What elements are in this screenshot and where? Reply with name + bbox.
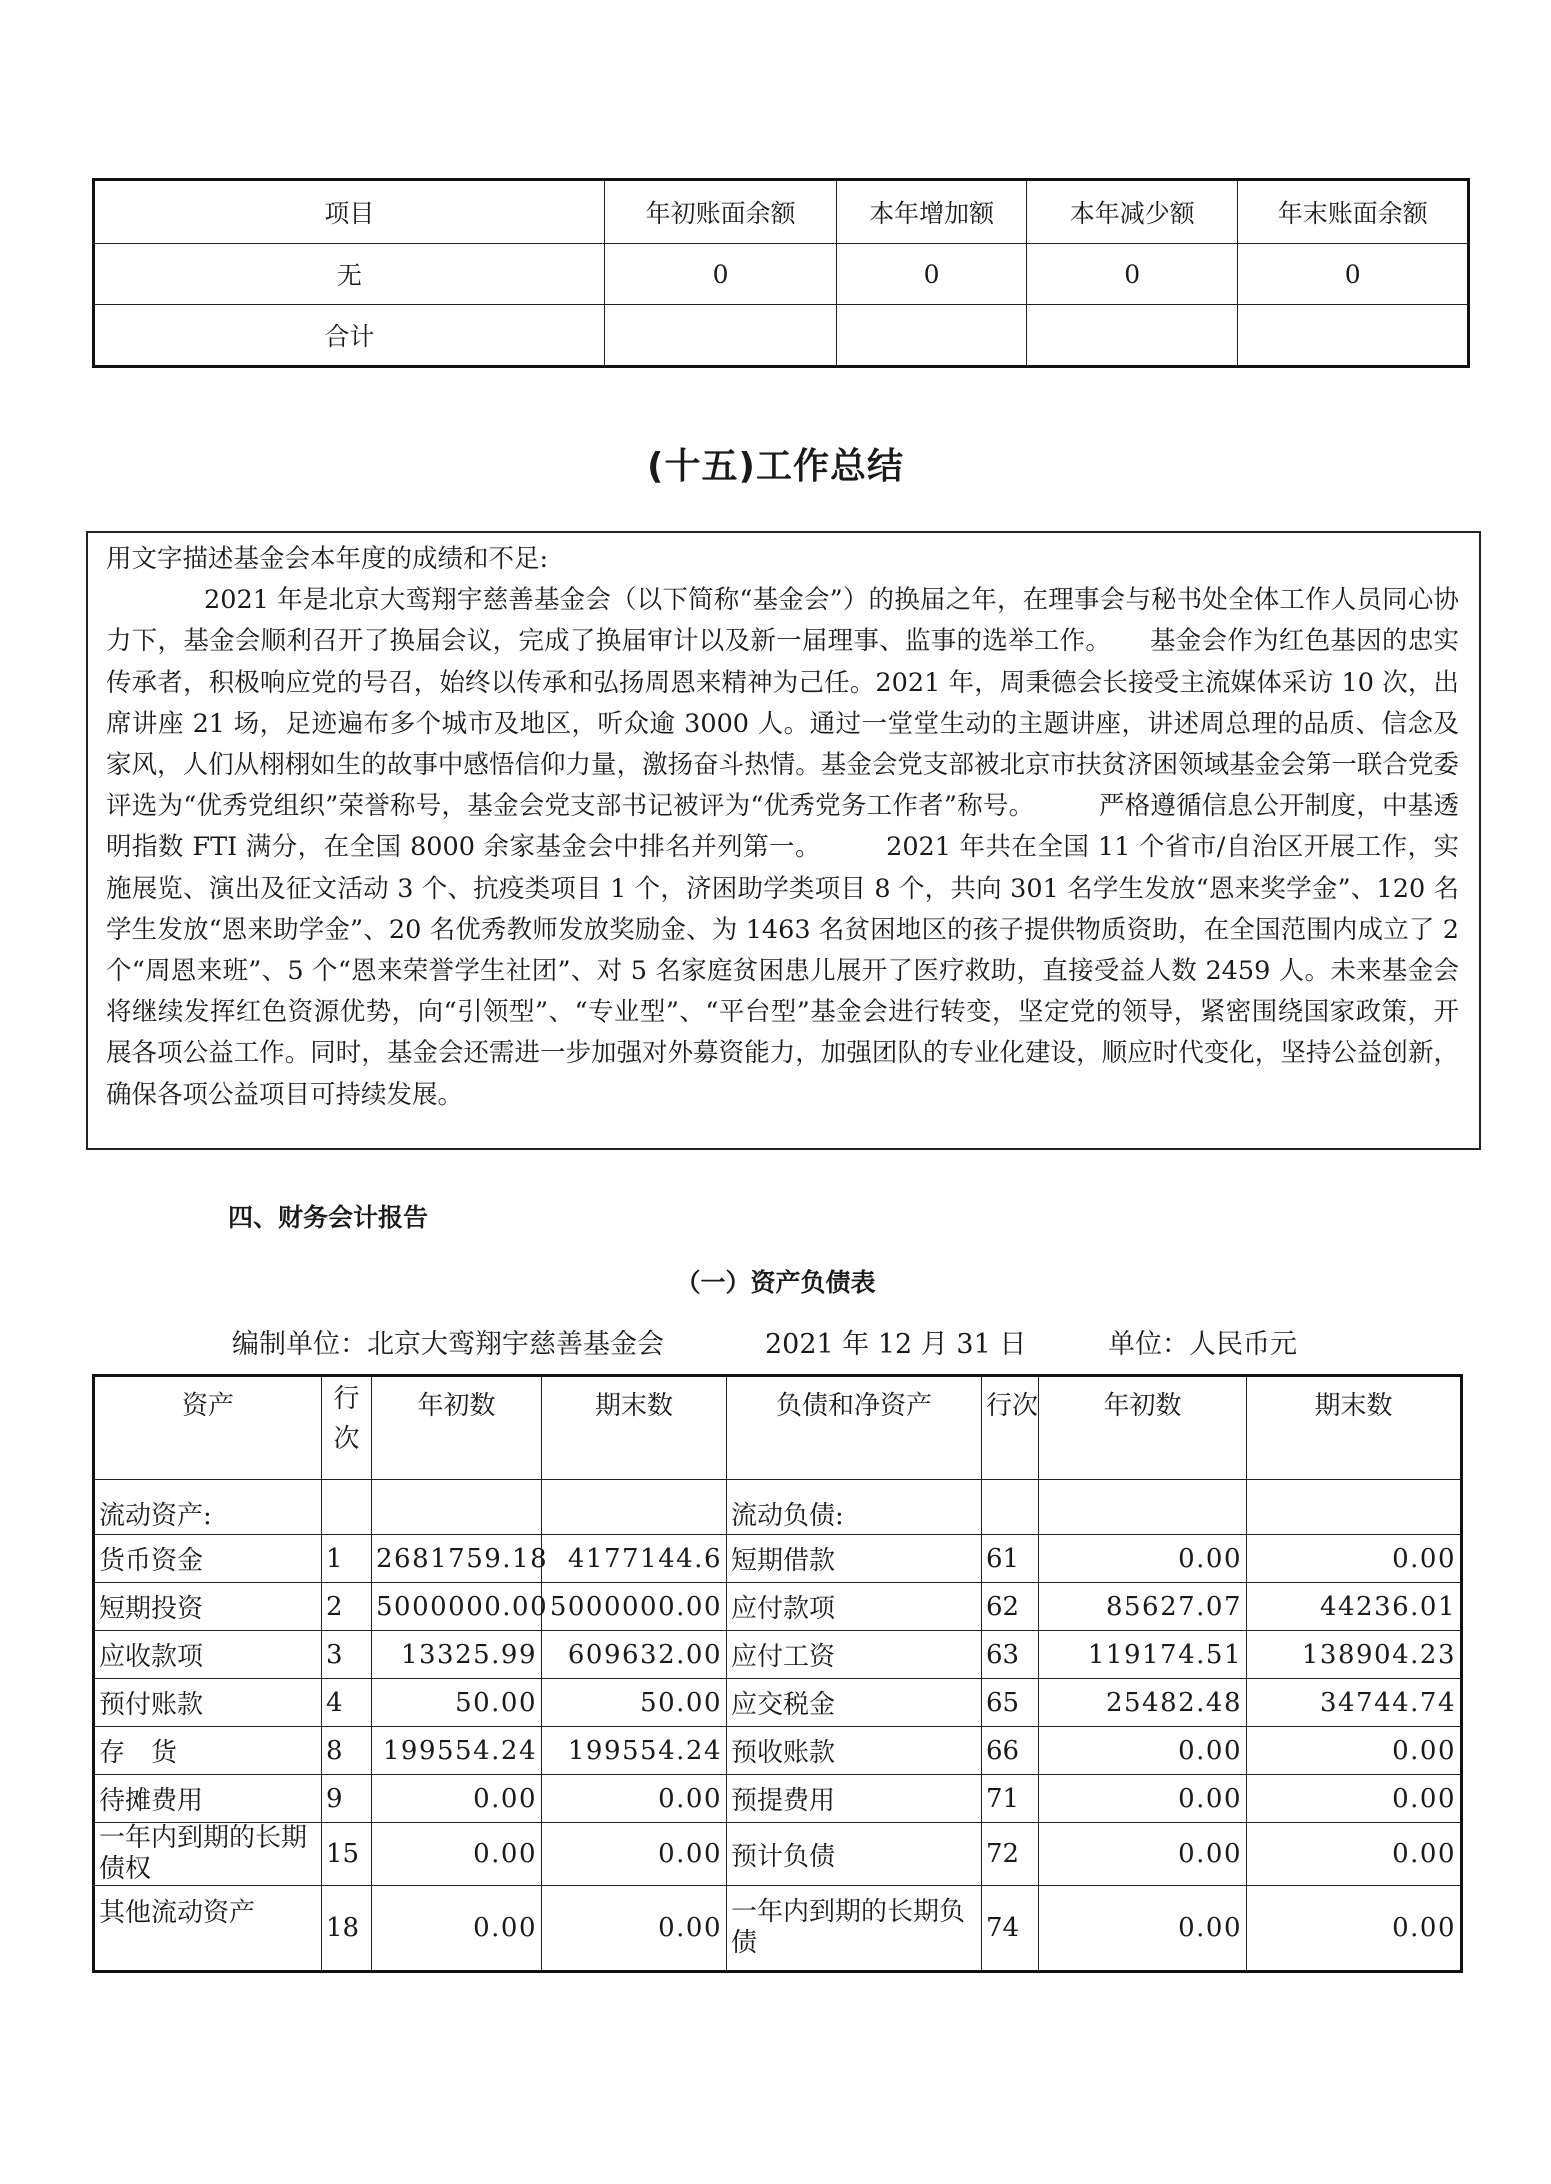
table-cell: 0.00 <box>1247 1886 1462 1972</box>
table-cell: 0.00 <box>372 1823 542 1886</box>
table-cell: 应付工资 <box>727 1631 982 1679</box>
table-cell: 2 <box>322 1583 372 1631</box>
table-cell <box>1026 305 1238 367</box>
table-header-row <box>94 1376 1462 1480</box>
table-cell: 短期投资 <box>94 1583 322 1631</box>
table-cell: 货币资金 <box>94 1535 322 1583</box>
table-cell <box>542 1480 727 1535</box>
table-cell: 0 <box>604 244 837 305</box>
summary-intro: 用文字描述基金会本年度的成绩和不足: <box>106 544 549 574</box>
col-header-item: 项目 <box>94 180 605 244</box>
balance-sheet-table <box>92 1374 1463 1973</box>
table-cell: 5000000.00 <box>372 1583 542 1631</box>
table-cell: 短期借款 <box>727 1535 982 1583</box>
table-cell: 0.00 <box>1247 1727 1462 1775</box>
table-cell: 3 <box>322 1631 372 1679</box>
table-cell: 一年内到期的长期债权 <box>94 1823 322 1886</box>
summary-body: 2021 年是北京大鸾翔宇慈善基金会（以下简称“基金会”）的换届之年，在理事会与秘书处全体工作人员同心协力下，基金会顺利召开了换届会议，完成了换届审计以及新一届理事、监事的选举工作。 基金会作为红色基因的忠实传承者，积极响应党的号召，始终以传承和弘扬周恩来精神为己任。2021 年，周秉德会长接受主流媒体采访 10 次，出席讲座 21 场，足迹遍布多个城市及地区，听众逾 3000 人。通过一堂堂生动的主题讲座，讲述周总理的品质、信念及家风，人们从栩栩如生的故事中感悟信仰力量，激扬奋斗热情。基金会党支部被北京市扶贫济困领域基金会第一联合党委评选为“优秀党组织”荣誉称号，基金会党支部书记被评为“优秀党务工作者”称号。 严格遵循信息公开制度，中基透明指数 FTI 满分，在全国 8000 余家基金会中排名并列第一。 2021 年共在全国 11 个省市/自治区开展工作，实施展览、演出及征文活动 3 个、抗疫类项目 1 个，济困助学类项目 8 个，共向 301 名学生发放“恩来奖学金”、120 名学生发放“恩来助学金”、20 名优秀教师发放奖励金、为 1463 名贫困地区的孩子提供物质资助，在全国范围内成立了 2 个“周恩来班”、5 个“恩来荣誉学生社团”、对 5 名家庭贫困患儿展开了医疗救助，直接受益人数 2459 人。未来基金会将继续发挥红色资源优势，向“引领型”、“专业型”、“平台型”基金会进行转变，坚定党的领导，紧密围绕国家政策，开展各项公益工作。同时，基金会还需进一步加强对外募资能力，加强团队的专业化建设，顺应时代变化，坚持公益创新，确保各项公益项目可持续发展。 <box>106 585 1459 1110</box>
table-row <box>94 1535 1462 1583</box>
table-cell: 34744.74 <box>1247 1679 1462 1727</box>
table-cell: 50.00 <box>542 1679 727 1727</box>
col-header-increase: 本年增加额 <box>837 180 1027 244</box>
table-cell: 0 <box>837 244 1027 305</box>
table-cell: 4177144.6 <box>542 1535 727 1583</box>
table-cell: 0.00 <box>1039 1823 1247 1886</box>
table-row <box>94 244 1469 305</box>
table-cell: 0 <box>1238 244 1469 305</box>
table-cell <box>837 305 1027 367</box>
table-cell: 0.00 <box>372 1775 542 1823</box>
table-cell: 5000000.00 <box>542 1583 727 1631</box>
table-cell <box>604 305 837 367</box>
work-summary-box <box>86 531 1481 1150</box>
col-header-opening-balance: 年初账面余额 <box>604 180 837 244</box>
report-date: 2021 年 12 月 31 日 <box>765 1329 1027 1360</box>
table-cell: 0.00 <box>1039 1775 1247 1823</box>
table-cell: 预提费用 <box>727 1775 982 1823</box>
table-row <box>94 1886 1462 1972</box>
table-cell: 9 <box>322 1775 372 1823</box>
table-cell: 应交税金 <box>727 1679 982 1727</box>
table-header-row <box>94 180 1469 244</box>
report-meta <box>0 1322 1551 1362</box>
financial-report-heading: 四、财务会计报告 <box>228 1203 429 1232</box>
table-cell: 61 <box>982 1535 1039 1583</box>
table-row <box>94 1631 1462 1679</box>
table-cell: 0.00 <box>1039 1886 1247 1972</box>
carryover-table <box>92 178 1470 368</box>
table-cell <box>1039 1480 1247 1535</box>
table-cell: 609632.00 <box>542 1631 727 1679</box>
table-cell: 8 <box>322 1727 372 1775</box>
table-cell <box>1238 305 1469 367</box>
table-cell: 0 <box>1026 244 1238 305</box>
table-cell <box>982 1480 1039 1535</box>
currency-unit: 单位：人民币元 <box>1108 1329 1297 1360</box>
table-cell: 待摊费用 <box>94 1775 322 1823</box>
col-header-opening: 年初数 <box>1039 1376 1247 1480</box>
table-row <box>94 1823 1462 1886</box>
table-cell: 199554.24 <box>542 1727 727 1775</box>
table-cell: 0.00 <box>542 1823 727 1886</box>
table-cell: 无 <box>94 244 605 305</box>
table-cell: 63 <box>982 1631 1039 1679</box>
table-row <box>94 1775 1462 1823</box>
table-cell: 62 <box>982 1583 1039 1631</box>
table-cell: 2681759.18 <box>372 1535 542 1583</box>
table-cell: 0.00 <box>1039 1727 1247 1775</box>
section-label-current-liabilities: 流动负债: <box>727 1480 982 1535</box>
table-cell: 18 <box>322 1886 372 1972</box>
table-cell: 15 <box>322 1823 372 1886</box>
table-cell: 其他流动资产 <box>94 1886 322 1972</box>
table-cell: 0.00 <box>1247 1823 1462 1886</box>
table-row <box>94 1583 1462 1631</box>
table-cell: 0.00 <box>1247 1535 1462 1583</box>
table-cell: 0.00 <box>542 1775 727 1823</box>
balance-sheet-title: （一）资产负债表 <box>675 1268 876 1297</box>
col-header-decrease: 本年减少额 <box>1026 180 1238 244</box>
table-cell: 一年内到期的长期负债 <box>727 1886 982 1972</box>
table-cell: 应收款项 <box>94 1631 322 1679</box>
table-cell: 预收账款 <box>727 1727 982 1775</box>
col-header-line-no: 行次 <box>982 1376 1039 1480</box>
table-cell: 应付款项 <box>727 1583 982 1631</box>
col-header-closing-balance: 年末账面余额 <box>1238 180 1469 244</box>
table-cell: 0.00 <box>1247 1775 1462 1823</box>
table-cell: 50.00 <box>372 1679 542 1727</box>
table-cell: 199554.24 <box>372 1727 542 1775</box>
table-cell: 65 <box>982 1679 1039 1727</box>
col-header-closing: 期末数 <box>542 1376 727 1480</box>
col-header-assets: 资产 <box>94 1376 322 1480</box>
table-cell: 85627.07 <box>1039 1583 1247 1631</box>
table-row-total <box>94 305 1469 367</box>
table-cell: 138904.23 <box>1247 1631 1462 1679</box>
section-label-current-assets: 流动资产: <box>94 1480 322 1535</box>
table-cell: 119174.51 <box>1039 1631 1247 1679</box>
table-cell: 25482.48 <box>1039 1679 1247 1727</box>
table-cell: 0.00 <box>1039 1535 1247 1583</box>
table-cell: 合计 <box>94 305 605 367</box>
table-cell: 预计负债 <box>727 1823 982 1886</box>
table-cell <box>1247 1480 1462 1535</box>
col-header-line-no: 行次 <box>322 1376 372 1480</box>
preparing-unit: 编制单位：北京大鸾翔宇慈善基金会 <box>232 1329 664 1360</box>
table-cell <box>372 1480 542 1535</box>
table-cell: 4 <box>322 1679 372 1727</box>
table-cell: 44236.01 <box>1247 1583 1462 1631</box>
table-cell: 预付账款 <box>94 1679 322 1727</box>
table-cell: 存 货 <box>94 1727 322 1775</box>
table-cell: 0.00 <box>372 1886 542 1972</box>
table-cell: 72 <box>982 1823 1039 1886</box>
table-cell: 0.00 <box>542 1886 727 1972</box>
col-header-liabilities: 负债和净资产 <box>727 1376 982 1480</box>
section-row <box>94 1480 1462 1535</box>
table-row <box>94 1727 1462 1775</box>
col-header-opening: 年初数 <box>372 1376 542 1480</box>
table-cell: 74 <box>982 1886 1039 1972</box>
section-title: (十五)工作总结 <box>647 446 904 487</box>
table-cell: 13325.99 <box>372 1631 542 1679</box>
table-row <box>94 1679 1462 1727</box>
table-cell: 66 <box>982 1727 1039 1775</box>
table-cell <box>322 1480 372 1535</box>
col-header-closing: 期末数 <box>1247 1376 1462 1480</box>
table-cell: 1 <box>322 1535 372 1583</box>
table-cell: 71 <box>982 1775 1039 1823</box>
